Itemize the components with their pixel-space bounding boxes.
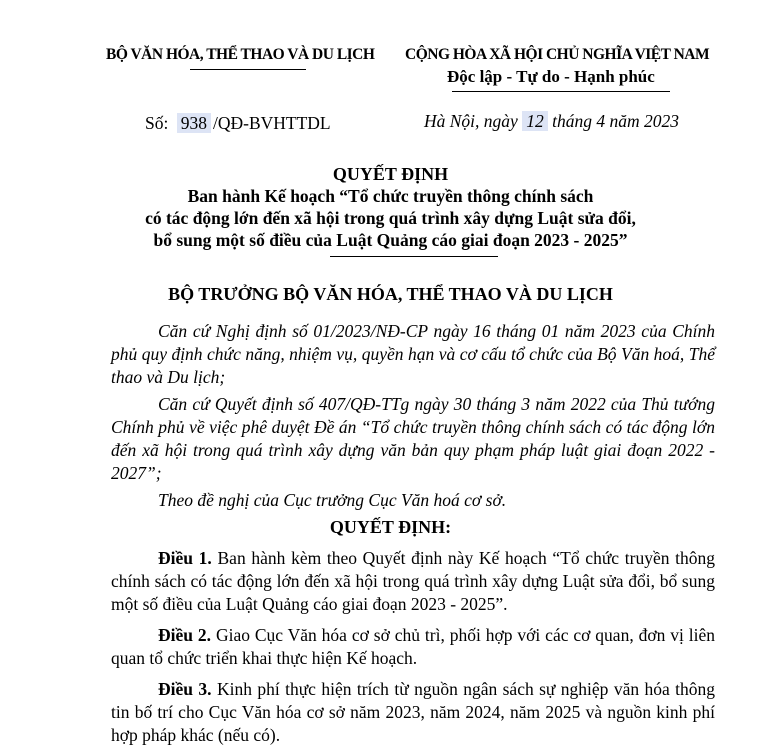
ministry-underline: [190, 69, 306, 70]
article-text: Ban hành kèm theo Quyết định này Kế hoạch “Tổ chức truyền thông chính sách có tác động lớn đến xã hội trong quá trình xây dựng Luật sửa đổi, bổ sung một số điều của Luật Quảng cáo giai đoạn 2023 - 2025”.: [111, 548, 716, 614]
article-1: [111, 547, 715, 616]
legal-bases: [111, 320, 715, 512]
so-label: Số:: [145, 113, 169, 133]
motto-underline: [452, 91, 670, 92]
article-label: Điều 2.: [158, 625, 212, 645]
republic-name: CỘNG HÒA XÃ HỘI CHỦ NGHĨA VIỆT NAM: [405, 46, 710, 63]
document-number-line: [145, 113, 331, 134]
date-suffix: tháng 4 năm 2023: [552, 111, 679, 131]
document-code: /QĐ-BVHTTDL: [212, 113, 331, 133]
decision-heading: QUYẾT ĐỊNH:: [329, 517, 452, 537]
title-underline: [330, 256, 498, 257]
article-2: [111, 624, 715, 670]
basis-item: Theo đề nghị của Cục trưởng Cục Văn hoá cơ sở.: [158, 490, 507, 510]
article-text: Giao Cục Văn hóa cơ sở chủ trì, phối hợp với các cơ quan, đơn vị liên quan tổ chức triển khai thực hiện Kế hoạch.: [111, 625, 716, 668]
place-date-line: [424, 111, 679, 132]
article-label: Điều 3.: [158, 679, 212, 699]
title-line-3: bổ sung một số điều của Luật Quảng cáo giai đoạn 2023 - 2025”: [153, 230, 628, 250]
article-label: Điều 1.: [158, 548, 212, 568]
title-line-1: Ban hành Kế hoạch “Tổ chức truyền thông chính sách: [187, 186, 594, 206]
place-date-prefix: Hà Nội, ngày: [424, 111, 518, 131]
decision-title: QUYẾT ĐỊNH: [332, 164, 449, 184]
document-number[interactable]: 938: [177, 113, 211, 133]
basis-item: Căn cứ Quyết định số 407/QĐ-TTg ngày 30 tháng 3 năm 2022 của Thủ tướng Chính phủ về việc phê duyệt Đề án “Tổ chức truyền thông chính sách có tác động lớn đến xã hội trong quá trình xây dựng văn bản quy phạm pháp luật giai đoạn 2022 - 2027”;: [111, 394, 715, 483]
basis-item: Căn cứ Nghị định số 01/2023/NĐ-CP ngày 16 tháng 01 năm 2023 của Chính phủ quy định chức năng, nhiệm vụ, quyền hạn và cơ cấu tổ chức của Bộ Văn hoá, Thể thao và Du lịch;: [111, 321, 715, 387]
motto: Độc lập - Tự do - Hạnh phúc: [447, 67, 655, 86]
title-line-2: có tác động lớn đến xã hội trong quá trình xây dựng Luật sửa đổi,: [145, 208, 636, 228]
date-day[interactable]: 12: [522, 111, 548, 131]
ministry-name: BỘ VĂN HÓA, THỂ THAO VÀ DU LỊCH: [106, 46, 375, 63]
article-3: [111, 678, 715, 747]
articles: [111, 547, 715, 747]
authority-heading: BỘ TRƯỞNG BỘ VĂN HÓA, THỂ THAO VÀ DU LỊCH: [168, 284, 613, 304]
article-text: Kinh phí thực hiện trích từ nguồn ngân sách sự nghiệp văn hóa thông tin bố trí cho Cục Văn hóa cơ sở năm 2023, năm 2024, năm 2025 và nguồn kinh phí hợp pháp khác (nếu có).: [111, 679, 716, 745]
